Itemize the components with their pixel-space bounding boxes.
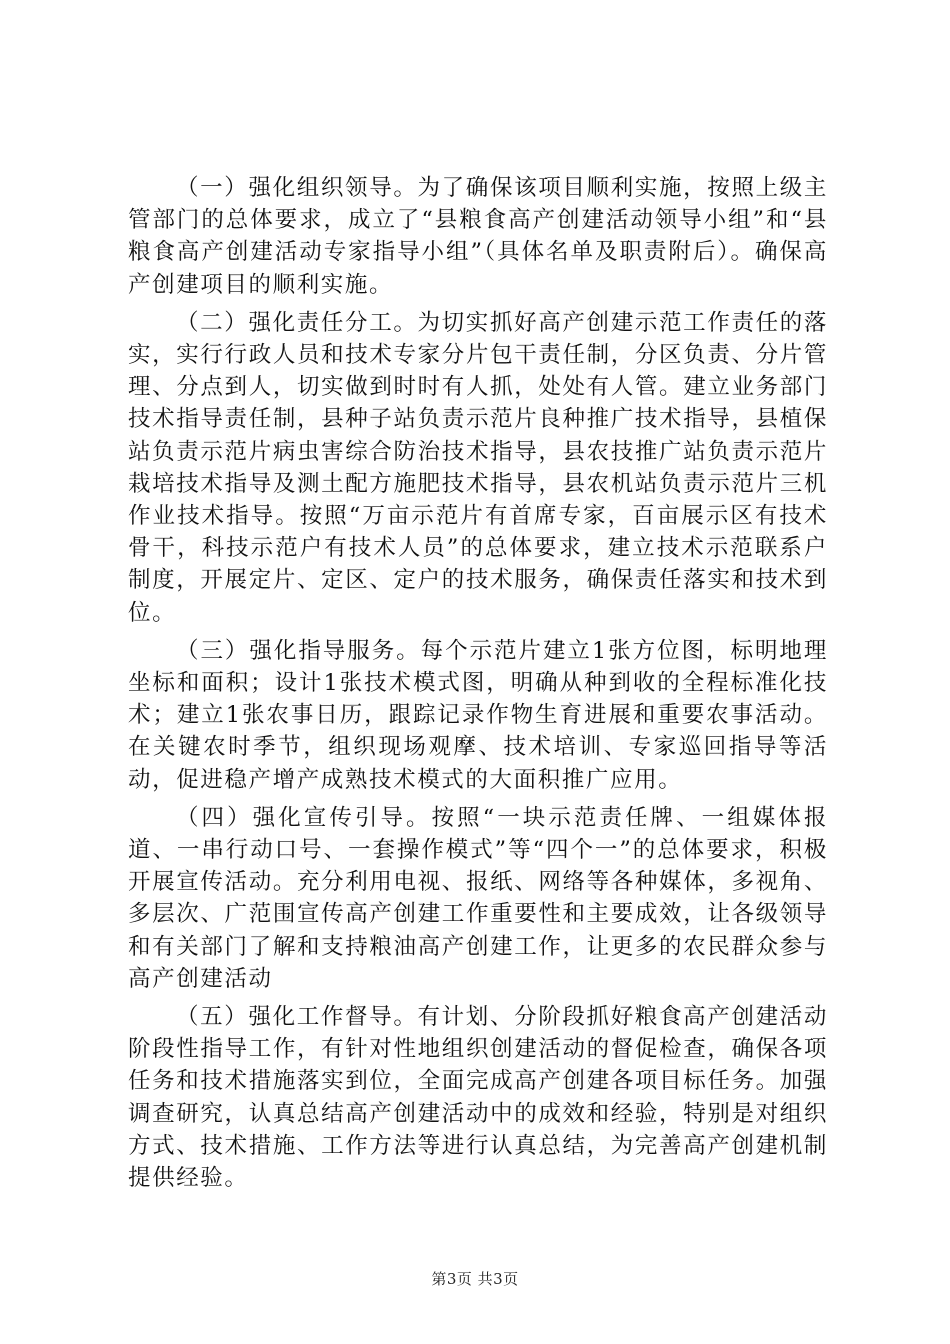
document-body — [128, 172, 828, 1200]
paragraph-guidance-service: （三）强化指导服务。每个示范片建立1张方位图，标明地理坐标和面积；设计1张技术模式图，明确从种到收的全程标准化技术；建立1张农事日历，跟踪记录作物生育进展和重要农事活动。在关键农时季节，组织现场观摩、技术培训、专家巡回指导等活动，促进稳产增产成熟技术模式的大面积推广应用。 — [128, 637, 828, 793]
paragraph-publicity-guidance: （四）强化宣传引导。按照“一块示范责任牌、一组媒体报道、一串行动口号、一套操作模式”等“四个一”的总体要求，积极开展宣传活动。充分利用电视、报纸、网络等各种媒体，多视角、多层次、广范围宣传高产创建工作重要性和主要成效，让各级领导和有关部门了解和支持粮油高产创建工作，让更多的农民群众参与高产创建活动 — [128, 804, 828, 992]
paragraph-organization-leadership: （一）强化组织领导。为了确保该项目顺利实施，按照上级主管部门的总体要求，成立了“县粮食高产创建活动领导小组”和“县粮食高产创建活动专家指导小组”（具体名单及职责附后）。确保高产创建项目的顺利实施。 — [128, 175, 828, 298]
page-number-footer: 第3页 共3页 — [431, 1270, 519, 1288]
paragraph-work-supervision: （五）强化工作督导。有计划、分阶段抓好粮食高产创建活动阶段性指导工作，有针对性地组织创建活动的督促检查，确保各项任务和技术措施落实到位，全面完成高产创建各项目标任务。加强调查研究，认真总结高产创建活动中的成效和经验，特别是对组织方式、技术措施、工作方法等进行认真总结，为完善高产创建机制提供经验。 — [128, 1004, 828, 1192]
paragraph-responsibility-division: （二）强化责任分工。为切实抓好高产创建示范工作责任的落实，实行行政人员和技术专家分片包干责任制，分区负责、分片管理、分点到人，切实做到时时有人抓，处处有人管。建立业务部门技术指导责任制，县种子站负责示范片良种推广技术指导，县植保站负责示范片病虫害综合防治技术指导，县农技推广站负责示范片栽培技术指导及测土配方施肥技术指导，县农机站负责示范片三机作业技术指导。按照“万亩示范片有首席专家，百亩展示区有技术骨干，科技示范户有技术人员”的总体要求，建立技术示范联系户制度，开展定片、定区、定户的技术服务，确保责任落实和技术到位。 — [128, 309, 828, 626]
